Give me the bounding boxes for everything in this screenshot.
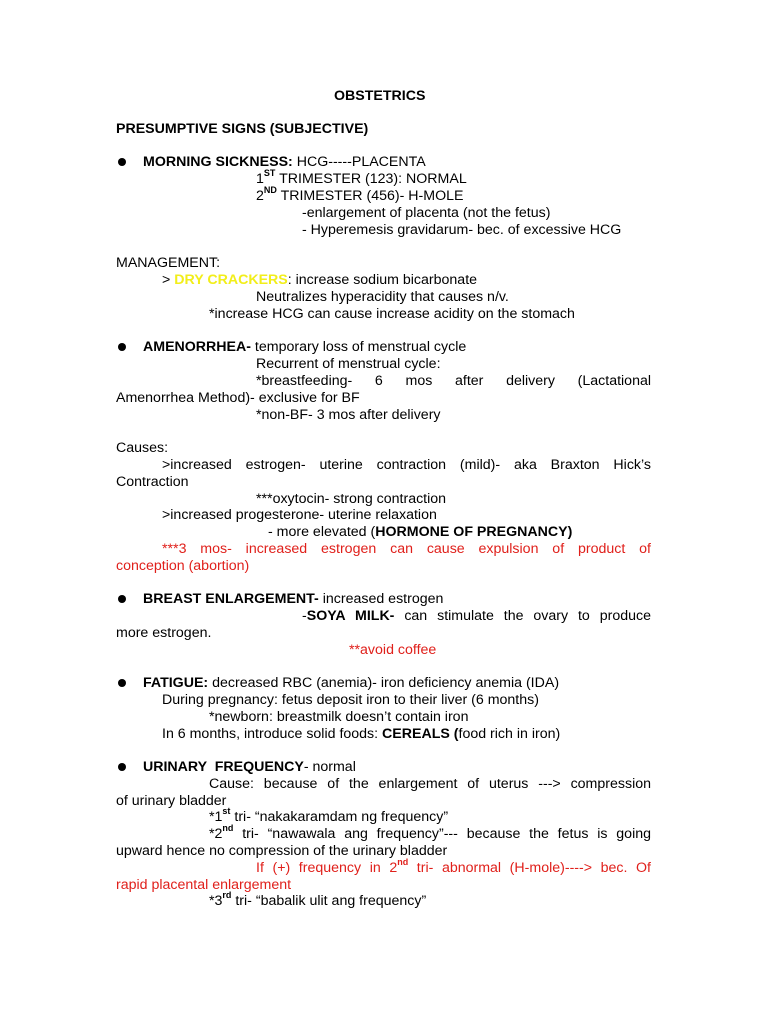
morning-sickness-line: MORNING SICKNESS: HCG-----PLACENTA	[143, 154, 426, 170]
uterus-cause-line: Cause: because of the enlargement of uterus ---> compression	[209, 776, 651, 792]
oxytocin-line: ***oxytocin- strong contraction	[256, 491, 447, 507]
soya-milk-line: -SOYA MILK- can stimulate the ovary to produce	[302, 608, 651, 624]
document-title: OBSTETRICS	[334, 88, 426, 104]
bullet-icon	[118, 679, 126, 687]
second-tri-line: *2nd tri- “nawawala ang frequency”--- because the fetus is going	[209, 823, 651, 842]
hyperemesis-note: - Hyperemesis gravidarum- bec. of excessive HCG	[302, 222, 622, 238]
pregnancy-iron-line: During pregnancy: fetus deposit iron to their liver (6 months)	[162, 692, 539, 708]
bullet-icon	[118, 158, 126, 166]
hormone-line: - more elevated (HORMONE OF PREGNANCY)	[268, 524, 573, 540]
contraction-line: Contraction	[116, 474, 189, 490]
section-heading: PRESUMPTIVE SIGNS (SUBJECTIVE)	[116, 121, 369, 137]
solid-foods-line: In 6 months, introduce solid foods: CEREALS (food rich in iron)	[162, 726, 561, 742]
bullet-icon	[118, 343, 126, 351]
recurrent-line: Recurrent of menstrual cycle:	[256, 356, 441, 372]
bullet-icon	[118, 763, 126, 771]
second-trimester-line: 2ND TRIMESTER (456)- H-MOLE	[256, 185, 464, 204]
h-mole-warning-line: If (+) frequency in 2nd tri- abnormal (H-mole)----> bec. Of	[256, 857, 652, 876]
third-tri-line: *3rd tri- “babalik ulit ang frequency”	[209, 890, 427, 909]
management-label: MANAGEMENT:	[116, 255, 221, 271]
no-compression-line: upward hence no compression of the urinary bladder	[116, 843, 448, 859]
abortion-warning-line: ***3 mos- increased estrogen can cause expulsion of product of	[162, 541, 651, 557]
breastfeeding-line: *breastfeeding- 6 mos after delivery (Lactational	[256, 373, 651, 389]
urinary-frequency-line: URINARY FREQUENCY- normal	[143, 759, 356, 775]
lam-line: Amenorrhea Method)- exclusive for BF	[116, 390, 360, 406]
placenta-note: -enlargement of placenta (not the fetus)	[302, 205, 551, 221]
avoid-coffee-note: **avoid coffee	[349, 642, 437, 658]
first-tri-line: *1st tri- “nakakaramdam ng frequency”	[209, 806, 449, 825]
urinary-bladder-line: of urinary bladder	[116, 793, 227, 809]
first-trimester-line: 1ST TRIMESTER (123): NORMAL	[256, 168, 467, 187]
abortion-warning-line2: conception (abortion)	[116, 558, 250, 574]
more-estrogen-line: more estrogen.	[116, 625, 212, 641]
breast-enlargement-line: BREAST ENLARGEMENT- increased estrogen	[143, 591, 444, 607]
newborn-line: *newborn: breastmilk doesn’t contain iron	[209, 709, 469, 725]
causes-label: Causes:	[116, 440, 169, 456]
estrogen-line: >increased estrogen- uterine contraction (mild)- aka Braxton Hick’s	[162, 457, 651, 473]
neutralizes-line: Neutralizes hyperacidity that causes n/v.	[256, 289, 509, 305]
bullet-icon	[118, 595, 126, 603]
non-bf-line: *non-BF- 3 mos after delivery	[256, 407, 441, 423]
fatigue-line: FATIGUE: decreased RBC (anemia)- iron deficiency anemia (IDA)	[143, 675, 560, 691]
hcg-acidity-note: *increase HCG can cause increase acidity on the stomach	[209, 306, 575, 322]
dry-crackers-line: > DRY CRACKERS: increase sodium bicarbonate	[162, 272, 478, 288]
progesterone-line: >increased progesterone- uterine relaxation	[162, 507, 437, 523]
placental-enlargement-line: rapid placental enlargement	[116, 877, 292, 893]
amenorrhea-line: AMENORRHEA- temporary loss of menstrual cycle	[143, 339, 467, 355]
